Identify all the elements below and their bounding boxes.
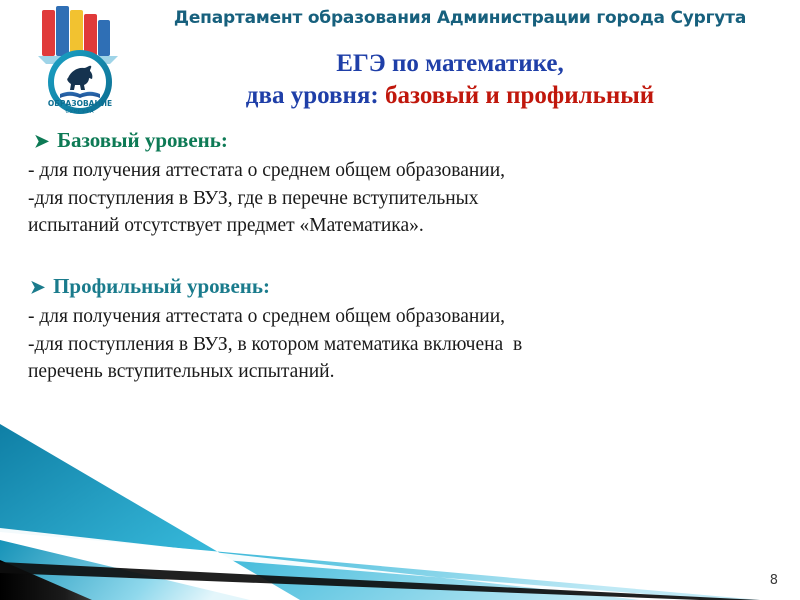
decorative-ribbon (0, 410, 800, 600)
profile-level-heading (30, 274, 780, 299)
basic-level-line-2: -для поступления в ВУЗ, где в перечне вступительных (28, 187, 479, 209)
page-number: 8 (769, 573, 778, 588)
slide-content (20, 128, 780, 386)
department-title: Департамент образования Администрации города Сургута (173, 8, 747, 28)
slide-title (120, 48, 780, 112)
content-block-basic (28, 128, 780, 240)
logo-sub-text: СУРГУТА (65, 109, 95, 115)
basic-level-line-3: испытаний отсутствует предмет «Математика». (28, 215, 424, 237)
bullet-arrow-icon: ➤ (30, 277, 46, 298)
slide-title-line2-prefix: два уровня: (245, 82, 385, 109)
basic-level-line-1: - для получения аттестата о среднем общем образовании, (28, 160, 506, 181)
slide-title-line2-highlight: базовый и профильный (384, 82, 655, 109)
profile-level-line-3: перечень вступительных испытаний. (28, 361, 335, 383)
profile-level-line-2: -для поступления в ВУЗ, в котором математика включена в (28, 333, 523, 355)
basic-level-heading (34, 128, 780, 153)
content-block-profile (28, 274, 780, 386)
basic-level-heading-label: Базовый уровень: (57, 128, 228, 152)
profile-level-heading-label: Профильный уровень: (53, 274, 270, 299)
profile-level-line-1: - для получения аттестата о среднем общем образовании, (28, 306, 506, 328)
bullet-arrow-icon: ➤ (34, 131, 50, 151)
logo-main-text: ОБРАЗОВАНИЕ (47, 99, 113, 108)
slide-title-line1: ЕГЭ по математике, (336, 50, 564, 77)
